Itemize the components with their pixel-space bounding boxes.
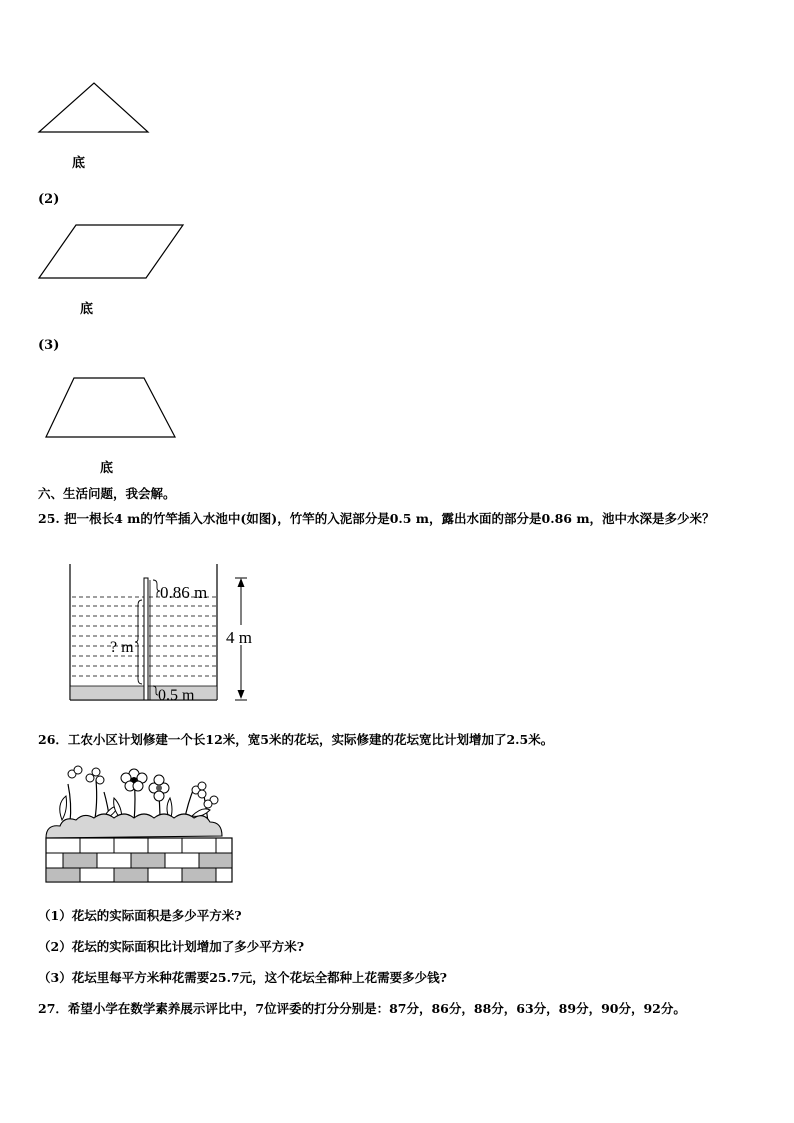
triangle-base-label: 底 <box>72 156 86 171</box>
water-depth-label: ? m <box>110 639 134 656</box>
question-26-text: 26．工农小区计划修建一个长12米，宽5米的花坛，实际修建的花坛宽比计划增加了2.5米。 <box>38 732 554 747</box>
question-25-text: 25. 把一根长4 m的竹竿插入水池中(如图)，竹竿的入泥部分是0.5 m，露出水面的部分是0.86 m，池中水深是多少米？ <box>38 511 715 526</box>
question-26-sub-1: （1）花坛的实际面积是多少平方米? <box>38 908 242 923</box>
pole-length-label: 4 m <box>226 628 252 647</box>
trapezoid-base-label: 底 <box>100 461 114 476</box>
question-26-sub-3: （3）花坛里每平方米种花需要25.7元，这个花坛全都种上花需要多少钱? <box>38 970 447 985</box>
pond-diagram <box>62 558 262 708</box>
mud-depth-label: 0.5 m <box>158 687 195 704</box>
flower-bed-illustration <box>42 760 238 886</box>
figure-3-number: (3) <box>38 338 60 353</box>
parallelogram-base-label: 底 <box>80 302 94 317</box>
parallelogram-figure <box>36 222 188 282</box>
section-6-title: 六、生活问题，我会解。 <box>38 486 176 501</box>
pole-top-label: 0.86 m <box>160 583 208 602</box>
question-27-text: 27．希望小学在数学素养展示评比中，7位评委的打分分别是：87分，86分，88分，63分，89分，90分，92分。 <box>38 1001 686 1016</box>
question-26-sub-2: （2）花坛的实际面积比计划增加了多少平方米? <box>38 939 305 954</box>
triangle-figure <box>36 80 152 136</box>
figure-2-number: (2) <box>38 192 60 207</box>
trapezoid-figure <box>43 375 179 441</box>
